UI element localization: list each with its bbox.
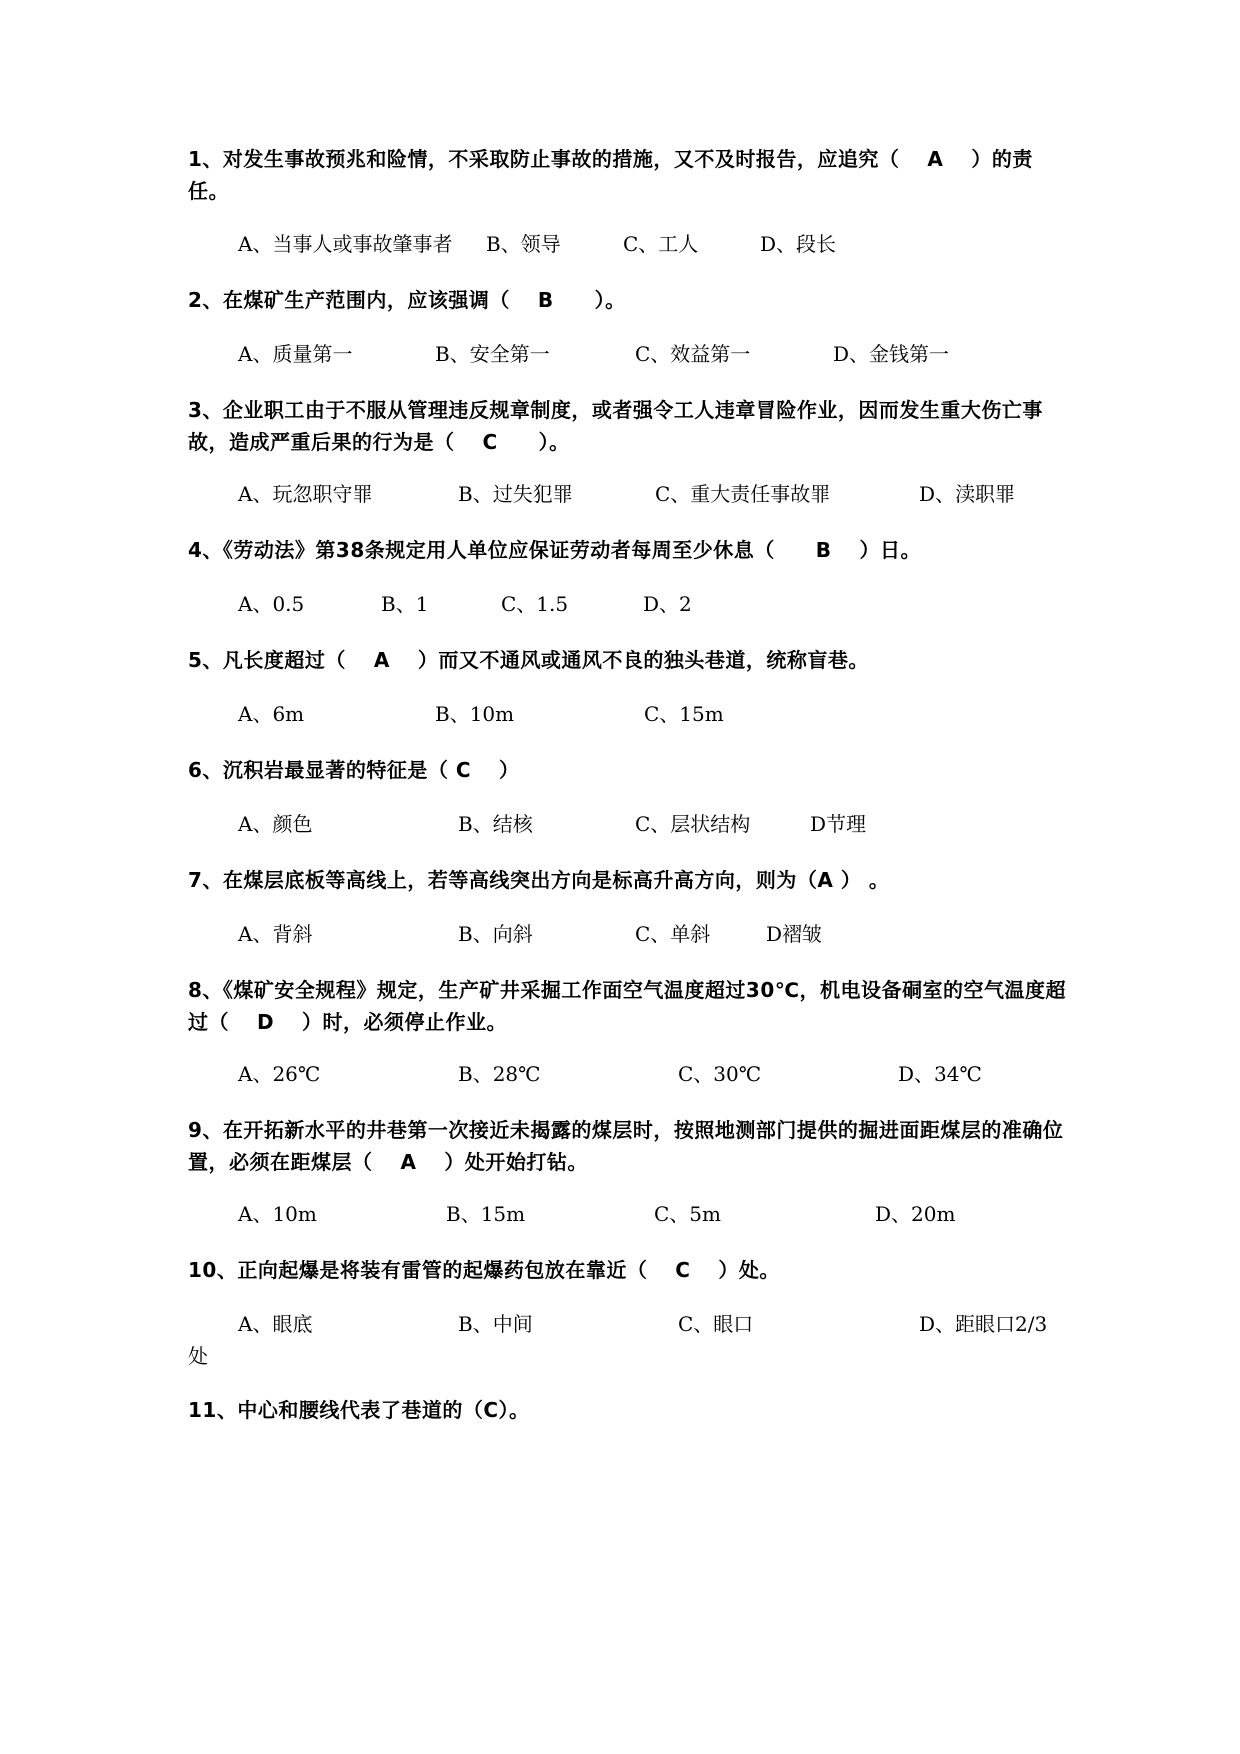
question-5: 5、凡长度超过（ A ）而又不通风或通风不良的独头巷道，统称盲巷。 bbox=[188, 648, 869, 672]
option-c: C、眼口 bbox=[678, 1312, 754, 1336]
option-c: C、30℃ bbox=[678, 1062, 762, 1086]
option-d: D、20m bbox=[875, 1202, 956, 1226]
option-a: A、26℃ bbox=[238, 1062, 321, 1086]
option-d: D、距眼口2/3 bbox=[919, 1312, 1048, 1336]
option-c: C、工人 bbox=[623, 232, 699, 256]
option-a: A、颜色 bbox=[238, 812, 313, 836]
question-6: 6、沉积岩最显著的特征是（ C ） bbox=[188, 758, 520, 782]
option-d: D节理 bbox=[810, 812, 867, 836]
option-b: B、28℃ bbox=[458, 1062, 541, 1086]
question-9: 9、在开拓新水平的井巷第一次接近未揭露的煤层时，按照地测部门提供的掘进面距煤层的准确位置，必须在距煤层（ A ）处开始打钻。 bbox=[188, 1118, 1064, 1174]
option-d-continuation: 处 bbox=[188, 1344, 208, 1368]
question-8: 8、《煤矿安全规程》规定，生产矿井采掘工作面空气温度超过30℃，机电设备硐室的空气温度超过（ D ）时，必须停止作业。 bbox=[188, 978, 1066, 1034]
option-a: A、10m bbox=[238, 1202, 317, 1226]
question-2: 2、在煤矿生产范围内，应该强调（ B ）。 bbox=[188, 288, 626, 312]
option-d: D、渎职罪 bbox=[919, 482, 1016, 506]
option-c: C、单斜 bbox=[635, 922, 711, 946]
option-c: C、重大责任事故罪 bbox=[655, 482, 831, 506]
option-c: C、15m bbox=[644, 702, 724, 726]
option-c: C、效益第一 bbox=[635, 342, 751, 366]
option-d: D、段长 bbox=[760, 232, 837, 256]
option-b: B、向斜 bbox=[458, 922, 533, 946]
option-a: A、质量第一 bbox=[238, 342, 353, 366]
option-a: A、当事人或事故肇事者 bbox=[238, 232, 453, 256]
option-d: D褶皱 bbox=[766, 922, 823, 946]
question-7: 7、在煤层底板等高线上，若等高线突出方向是标高升高方向，则为（A ） 。 bbox=[188, 868, 890, 892]
option-b: B、15m bbox=[446, 1202, 526, 1226]
option-d: D、金钱第一 bbox=[833, 342, 950, 366]
option-b: B、中间 bbox=[458, 1312, 533, 1336]
option-b: B、1 bbox=[381, 592, 429, 616]
option-c: C、层状结构 bbox=[635, 812, 751, 836]
question-1: 1、对发生事故预兆和险情，不采取防止事故的措施，又不及时报告，应追究（ A ）的责任。 bbox=[188, 147, 1033, 203]
option-d: D、34℃ bbox=[898, 1062, 982, 1086]
option-a: A、背斜 bbox=[238, 922, 313, 946]
option-a: A、6m bbox=[238, 702, 305, 726]
option-a: A、玩忽职守罪 bbox=[238, 482, 373, 506]
option-b: B、结核 bbox=[458, 812, 533, 836]
option-d: D、2 bbox=[643, 592, 692, 616]
option-c: C、5m bbox=[654, 1202, 721, 1226]
option-a: A、眼底 bbox=[238, 1312, 313, 1336]
question-11: 11、中心和腰线代表了巷道的（C）。 bbox=[188, 1398, 530, 1422]
question-3: 3、企业职工由于不服从管理违反规章制度，或者强令工人违章冒险作业，因而发生重大伤亡事故，造成严重后果的行为是（ C ）。 bbox=[188, 398, 1043, 454]
question-4: 4、《劳动法》第38条规定用人单位应保证劳动者每周至少休息（ B ）日。 bbox=[188, 538, 921, 562]
option-b: B、过失犯罪 bbox=[458, 482, 573, 506]
option-b: B、安全第一 bbox=[435, 342, 550, 366]
option-c: C、1.5 bbox=[501, 592, 569, 616]
option-a: A、0.5 bbox=[238, 592, 305, 616]
option-b: B、领导 bbox=[486, 232, 561, 256]
option-b: B、10m bbox=[435, 702, 515, 726]
question-10: 10、正向起爆是将装有雷管的起爆药包放在靠近（ C ）处。 bbox=[188, 1258, 780, 1282]
